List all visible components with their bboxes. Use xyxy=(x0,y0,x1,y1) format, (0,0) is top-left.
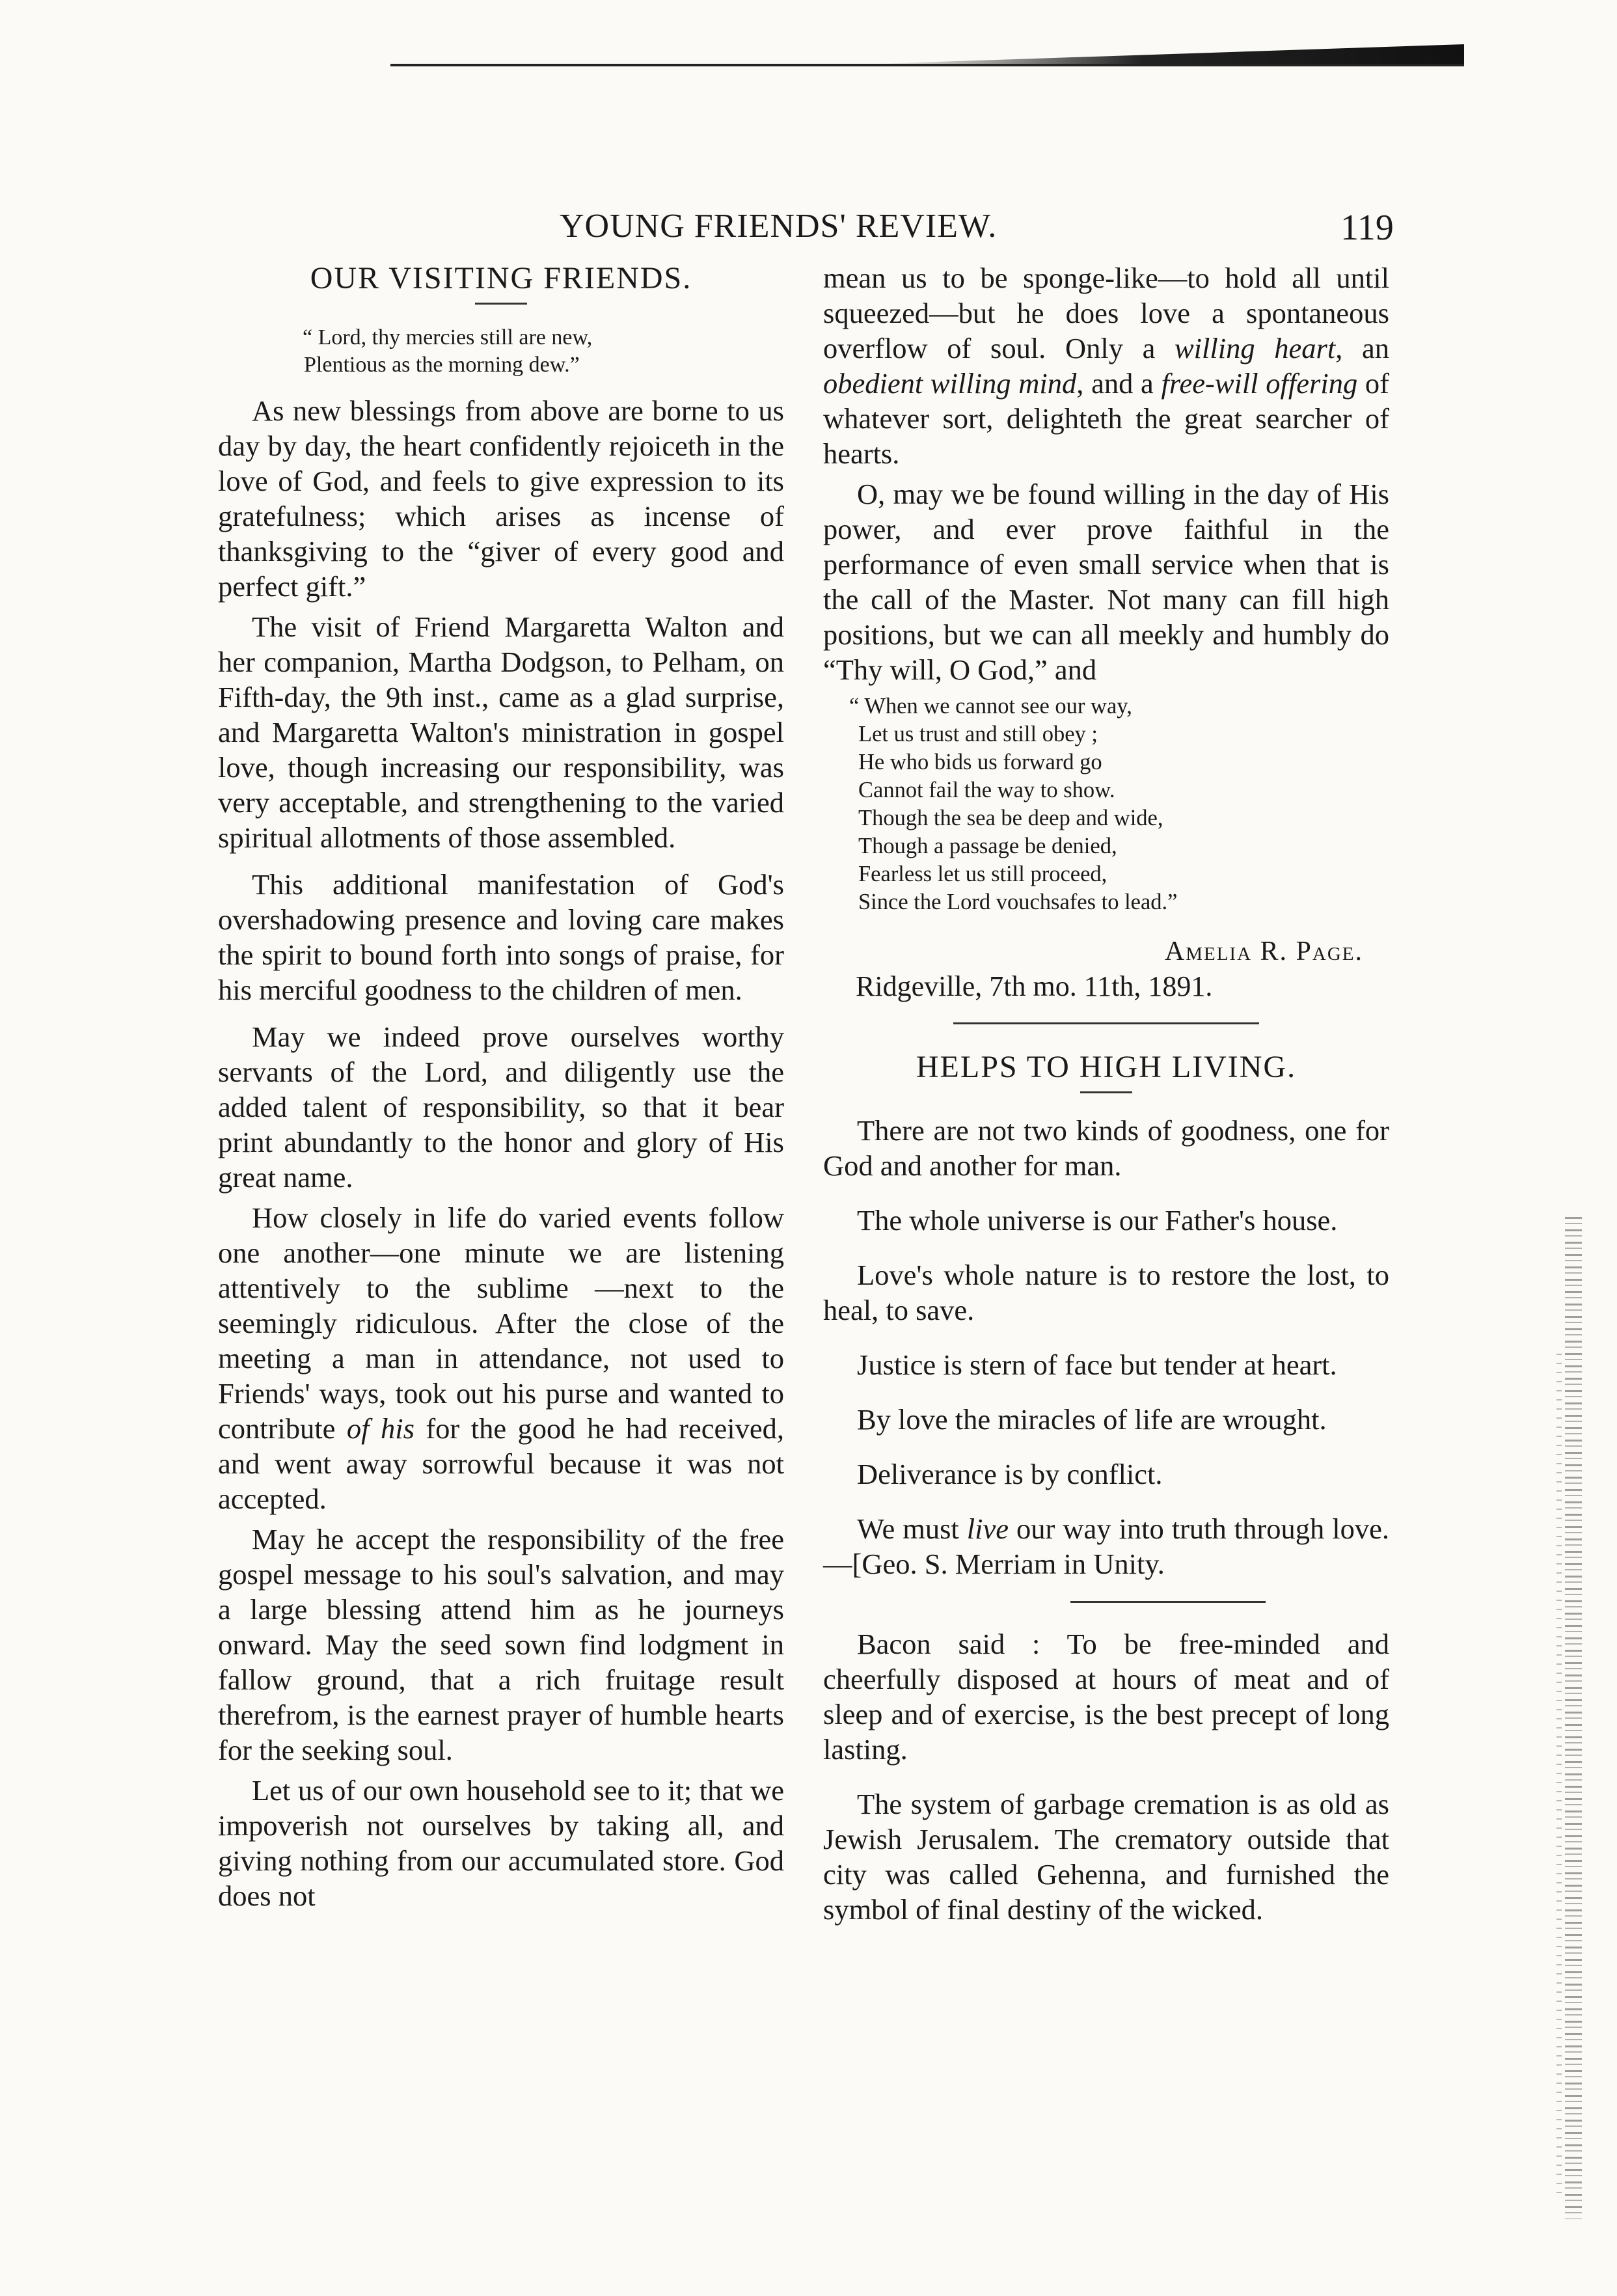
maxim: Love's whole nature is to restore the lost, to heal, to save. xyxy=(823,1259,1389,1326)
poem-line: Cannot fail the way to show. xyxy=(858,778,1115,802)
paragraph: Bacon said : To be free-minded and cheerfully disposed at hours of meat and of sleep and of exercise, is the best precept of long lasting. xyxy=(823,1628,1389,1766)
paragraph: The system of garbage cremation is as old as Jewish Jerusalem. The crematory outside that city was called Gehenna, and furnished the symbol of final destiny of the wicked. xyxy=(823,1788,1389,1926)
maxim: By love the miracles of life are wrought. xyxy=(857,1403,1327,1436)
text-run: of whatever sort, delighteth the great searcher of hearts. xyxy=(823,367,1389,470)
section-divider xyxy=(953,1022,1259,1024)
italic-text: live xyxy=(966,1512,1009,1545)
top-border-rule xyxy=(390,40,1464,66)
poem-line: Though the sea be deep and wide, xyxy=(858,806,1163,830)
author-signature: Amelia R. Page. xyxy=(1164,936,1363,966)
maxim xyxy=(823,1511,1389,1581)
top-rule-thin xyxy=(390,64,1464,66)
poem-line: He who bids us forward go xyxy=(858,750,1102,774)
paragraph xyxy=(823,260,1389,471)
paragraph: O, may we be found willing in the day of His power, and ever prove faithful in the performance of even small service when that is the call of the Master. Not many can fill high positions, but we can all meekly and humbly do “Thy will, O God,” and xyxy=(823,478,1389,686)
text-run: , an xyxy=(1335,332,1389,364)
italic-text: willing heart xyxy=(1175,332,1336,364)
paragraph: As new blessings from above are borne to us day by day, the heart confidently rejoiceth in the love of God, and feels to give expression to its gratefulness; which arises as incense of thanksgiving to the “giver of every good and perfect gift.” xyxy=(218,394,784,603)
epigraph-line: Plentious as the morning dew.” xyxy=(304,353,580,377)
poem-line: Fearless let us still proceed, xyxy=(858,862,1107,886)
text-run: for the good he had received, and went away sorrowful because it was not accepted. xyxy=(218,1412,784,1515)
epigraph-line: “ Lord, thy mercies still are new, xyxy=(303,325,593,349)
paragraph: May we indeed prove ourselves worthy servants of the Lord, and diligently use the added talent of responsibility, so that it bear print abundantly to the honor and glory of His great name. xyxy=(218,1020,784,1194)
section-title: HELPS TO HIGH LIVING. xyxy=(916,1050,1297,1084)
maxim: Deliverance is by conflict. xyxy=(857,1458,1163,1490)
page-edge-shadow xyxy=(1556,1354,1562,2200)
page-edge-shadow xyxy=(1565,1217,1582,2219)
section-divider xyxy=(1070,1601,1266,1603)
paragraph: May he accept the responsibility of the free gospel message to his soul's salvation, and may a large blessing attend him as he journeys onward. May the seed sown find lodgment in fallow ground, that a rich fruitage result therefrom, is the earnest prayer of humble hearts for the seeking soul. xyxy=(218,1523,784,1766)
text-run: How closely in life do varied events follow one another—one minute we are listening attentively to the sublime —next to the seemingly ridiculous. After the close of the meeting a man in attendance, not used to Friends' ways, took out his purse and wanted to contribute xyxy=(218,1201,784,1445)
maxim: Justice is stern of face but tender at heart. xyxy=(857,1348,1337,1381)
epigraph xyxy=(303,324,784,379)
paragraph: Let us of our own household see to it; that we impoverish not ourselves by taking all, and giving nothing from our accumulated store. God does not xyxy=(218,1774,784,1912)
text-run: We must xyxy=(857,1512,967,1545)
article-title: OUR VISITING FRIENDS. xyxy=(310,261,692,295)
page-number: 119 xyxy=(1340,208,1394,248)
right-column xyxy=(823,260,1389,1939)
maxim: There are not two kinds of goodness, one for God and another for man. xyxy=(823,1114,1389,1182)
title-rule xyxy=(475,303,527,305)
poem-line: Since the Lord vouchsafes to lead.” xyxy=(858,890,1178,914)
poem xyxy=(849,692,1389,916)
text-run: our way into truth through love.—[Geo. S. Merriam in Unity. xyxy=(823,1512,1389,1580)
top-rule-thick xyxy=(878,44,1464,64)
italic-text: free-will offering xyxy=(1161,367,1358,400)
paragraph xyxy=(218,1200,784,1516)
poem-line: “ When we cannot see our way, xyxy=(849,694,1132,718)
paragraph: The visit of Friend Margaretta Walton and her companion, Martha Dodgson, to Pelham, on Fifth-day, the 9th inst., came as a glad surprise, and Margaretta Walton's ministration in gospel love, though increasing our responsibility, was very acceptable, and strengthening to the varied spiritual allotments of those assembled. xyxy=(218,610,784,854)
italic-text: of his xyxy=(346,1412,414,1445)
paragraph: This additional manifestation of God's overshadowing presence and loving care makes the spirit to bound forth into songs of praise, for his merciful goodness to the children of men. xyxy=(218,868,784,1006)
poem-line: Though a passage be denied, xyxy=(858,834,1117,858)
running-head: YOUNG FRIENDS' REVIEW. xyxy=(560,208,998,245)
title-rule xyxy=(1080,1091,1132,1093)
text-run: , and a xyxy=(1076,367,1162,400)
text-run: mean us to be sponge-like—to hold all until squeezed—but he does love a spontaneous overflow of soul. Only a xyxy=(823,262,1389,364)
poem-line: Let us trust and still obey ; xyxy=(858,722,1098,746)
maxim: The whole universe is our Father's house. xyxy=(857,1204,1338,1237)
italic-text: obedient willing mind xyxy=(823,367,1077,400)
left-column xyxy=(218,260,784,1925)
dateline: Ridgeville, 7th mo. 11th, 1891. xyxy=(856,970,1213,1002)
